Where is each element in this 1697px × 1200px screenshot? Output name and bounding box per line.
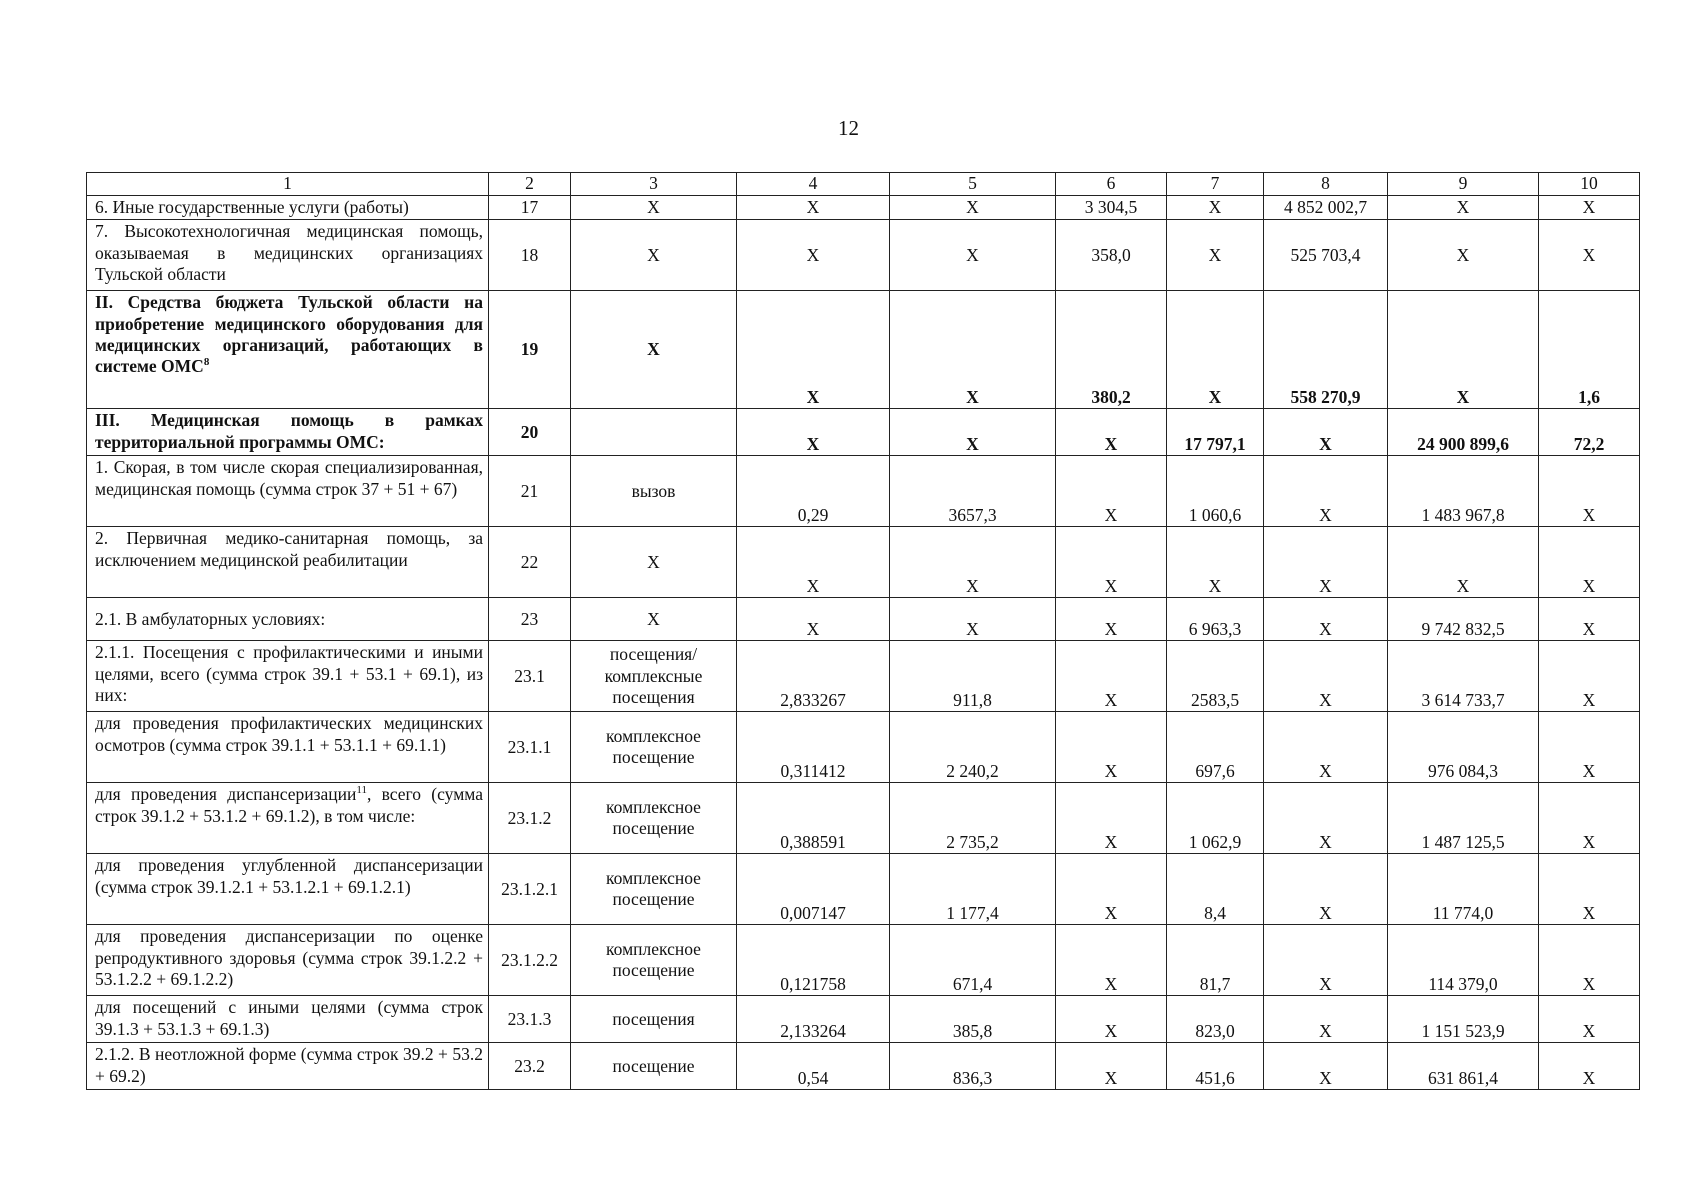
row-name-text-cont: , всего (сумма строк 39.1.2 + 53.1.2 + 69.1.2), в том числе:: [95, 784, 483, 826]
cell-col4: 2,133264: [737, 996, 890, 1043]
row-code: 19: [489, 291, 571, 409]
budget-table: [86, 172, 1640, 1090]
row-code: 23.1.1: [489, 712, 571, 783]
cell-col4: X: [737, 220, 890, 291]
row-name: [87, 783, 489, 854]
table-row: [87, 996, 1640, 1043]
cell-col4: 0,29: [737, 456, 890, 527]
footnote-ref: 8: [203, 356, 210, 369]
cell-col10: X: [1539, 1043, 1640, 1090]
cell-col7: 697,6: [1167, 712, 1264, 783]
cell-col10: X: [1539, 712, 1640, 783]
cell-col9: X: [1388, 220, 1539, 291]
row-code: 23.1: [489, 641, 571, 712]
cell-col4: X: [737, 196, 890, 220]
cell-col5: X: [890, 527, 1056, 598]
table-row: [87, 1043, 1640, 1090]
row-unit: X: [571, 291, 737, 409]
header-cell: 7: [1167, 173, 1264, 196]
cell-col7: 2583,5: [1167, 641, 1264, 712]
row-name: 2.1. В амбулаторных условиях:: [87, 598, 489, 641]
cell-col9: 24 900 899,6: [1388, 409, 1539, 456]
cell-col9: 1 151 523,9: [1388, 996, 1539, 1043]
cell-col8: X: [1264, 783, 1388, 854]
cell-col6: X: [1056, 527, 1167, 598]
table-header-row: [87, 173, 1640, 196]
table-row: [87, 527, 1640, 598]
cell-col7: 451,6: [1167, 1043, 1264, 1090]
cell-col8: 525 703,4: [1264, 220, 1388, 291]
cell-col9: 1 487 125,5: [1388, 783, 1539, 854]
cell-col10: X: [1539, 527, 1640, 598]
cell-col10: X: [1539, 598, 1640, 641]
row-code: 23.1.2: [489, 783, 571, 854]
cell-col9: 631 861,4: [1388, 1043, 1539, 1090]
cell-col8: X: [1264, 456, 1388, 527]
cell-col9: 9 742 832,5: [1388, 598, 1539, 641]
table-row: [87, 854, 1640, 925]
row-code: 23.2: [489, 1043, 571, 1090]
cell-col4: 0,121758: [737, 925, 890, 996]
cell-col6: 358,0: [1056, 220, 1167, 291]
page-number: 12: [838, 116, 859, 140]
row-code: 23.1.3: [489, 996, 571, 1043]
cell-col9: X: [1388, 291, 1539, 409]
cell-col8: X: [1264, 598, 1388, 641]
table-row: [87, 291, 1640, 409]
footnote-ref: 11: [356, 784, 367, 797]
cell-col4: X: [737, 527, 890, 598]
cell-col10: X: [1539, 220, 1640, 291]
cell-col10: X: [1539, 196, 1640, 220]
cell-col7: 6 963,3: [1167, 598, 1264, 641]
cell-col6: X: [1056, 854, 1167, 925]
row-code: 21: [489, 456, 571, 527]
row-name: 7. Высокотехнологичная медицинская помощь, оказываемая в медицинских организациях Тульской области: [87, 220, 489, 291]
cell-col9: 1 483 967,8: [1388, 456, 1539, 527]
cell-col4: 0,54: [737, 1043, 890, 1090]
cell-col7: X: [1167, 196, 1264, 220]
row-code: 20: [489, 409, 571, 456]
cell-col5: 836,3: [890, 1043, 1056, 1090]
table-row: [87, 783, 1640, 854]
row-unit: X: [571, 598, 737, 641]
table-row: [87, 641, 1640, 712]
row-code: 23: [489, 598, 571, 641]
cell-col7: 81,7: [1167, 925, 1264, 996]
cell-col10: 72,2: [1539, 409, 1640, 456]
cell-col6: X: [1056, 409, 1167, 456]
table-row: [87, 196, 1640, 220]
row-unit: посещения/комплексные посещения: [571, 641, 737, 712]
row-code: 23.1.2.2: [489, 925, 571, 996]
cell-col7: X: [1167, 527, 1264, 598]
row-name-text: для проведения диспансеризации: [95, 784, 357, 805]
cell-col9: X: [1388, 196, 1539, 220]
table-row: [87, 925, 1640, 996]
cell-col4: 0,007147: [737, 854, 890, 925]
row-unit: вызов: [571, 456, 737, 527]
cell-col8: X: [1264, 527, 1388, 598]
cell-col10: X: [1539, 925, 1640, 996]
header-cell: 10: [1539, 173, 1640, 196]
row-unit: комплексное посещение: [571, 925, 737, 996]
cell-col5: X: [890, 196, 1056, 220]
header-cell: 6: [1056, 173, 1167, 196]
cell-col10: X: [1539, 641, 1640, 712]
row-unit: посещение: [571, 1043, 737, 1090]
table-row: [87, 598, 1640, 641]
cell-col4: X: [737, 598, 890, 641]
cell-col6: X: [1056, 925, 1167, 996]
cell-col6: X: [1056, 456, 1167, 527]
row-name: для проведения профилактических медицинских осмотров (сумма строк 39.1.1 + 53.1.1 + 69.1.1): [87, 712, 489, 783]
table-row: [87, 712, 1640, 783]
row-code: 18: [489, 220, 571, 291]
cell-col7: 1 060,6: [1167, 456, 1264, 527]
cell-col6: 380,2: [1056, 291, 1167, 409]
row-name: для посещений с иными целями (сумма строк 39.1.3 + 53.1.3 + 69.1.3): [87, 996, 489, 1043]
header-cell: 4: [737, 173, 890, 196]
cell-col7: X: [1167, 220, 1264, 291]
cell-col9: 976 084,3: [1388, 712, 1539, 783]
row-name: 6. Иные государственные услуги (работы): [87, 196, 489, 220]
cell-col6: X: [1056, 783, 1167, 854]
cell-col9: X: [1388, 527, 1539, 598]
row-name: 2.1.1. Посещения с профилактическими и иными целями, всего (сумма строк 39.1 + 53.1 + 69.1), из них:: [87, 641, 489, 712]
table-row: [87, 409, 1640, 456]
cell-col6: X: [1056, 712, 1167, 783]
cell-col5: 1 177,4: [890, 854, 1056, 925]
row-code: 22: [489, 527, 571, 598]
row-name: [87, 291, 489, 409]
header-cell: 2: [489, 173, 571, 196]
row-name-text: II. Средства бюджета Тульской области на приобретение медицинского оборудования для медицинских организаций, работающих в системе ОМС: [95, 292, 483, 377]
cell-col9: 11 774,0: [1388, 854, 1539, 925]
row-name: для проведения диспансеризации по оценке репродуктивного здоровья (сумма строк 39.1.2.2 + 53.1.2.2 + 69.1.2.2): [87, 925, 489, 996]
row-unit: X: [571, 527, 737, 598]
cell-col8: X: [1264, 854, 1388, 925]
cell-col5: 2 735,2: [890, 783, 1056, 854]
cell-col7: 8,4: [1167, 854, 1264, 925]
cell-col5: X: [890, 291, 1056, 409]
row-unit: посещения: [571, 996, 737, 1043]
row-name: III. Медицинская помощь в рамках территориальной программы ОМС:: [87, 409, 489, 456]
row-unit: [571, 409, 737, 456]
cell-col7: 1 062,9: [1167, 783, 1264, 854]
cell-col8: X: [1264, 712, 1388, 783]
cell-col7: 823,0: [1167, 996, 1264, 1043]
header-cell: 3: [571, 173, 737, 196]
row-name: для проведения углубленной диспансеризации (сумма строк 39.1.2.1 + 53.1.2.1 + 69.1.2.1): [87, 854, 489, 925]
row-unit: X: [571, 220, 737, 291]
cell-col6: X: [1056, 598, 1167, 641]
cell-col10: X: [1539, 854, 1640, 925]
header-cell: 8: [1264, 173, 1388, 196]
cell-col5: 3657,3: [890, 456, 1056, 527]
cell-col8: 4 852 002,7: [1264, 196, 1388, 220]
cell-col6: X: [1056, 641, 1167, 712]
cell-col4: X: [737, 291, 890, 409]
cell-col4: 0,388591: [737, 783, 890, 854]
cell-col7: 17 797,1: [1167, 409, 1264, 456]
cell-col5: X: [890, 598, 1056, 641]
table-row: [87, 220, 1640, 291]
cell-col5: 671,4: [890, 925, 1056, 996]
row-unit: комплексное посещение: [571, 854, 737, 925]
cell-col10: 1,6: [1539, 291, 1640, 409]
cell-col9: 114 379,0: [1388, 925, 1539, 996]
cell-col7: X: [1167, 291, 1264, 409]
table-row: [87, 456, 1640, 527]
cell-col8: X: [1264, 1043, 1388, 1090]
row-name: 2. Первичная медико-санитарная помощь, за исключением медицинской реабилитации: [87, 527, 489, 598]
cell-col8: X: [1264, 641, 1388, 712]
row-unit: X: [571, 196, 737, 220]
cell-col5: 385,8: [890, 996, 1056, 1043]
cell-col8: X: [1264, 996, 1388, 1043]
row-code: 17: [489, 196, 571, 220]
cell-col5: 911,8: [890, 641, 1056, 712]
cell-col4: X: [737, 409, 890, 456]
cell-col5: 2 240,2: [890, 712, 1056, 783]
cell-col5: X: [890, 409, 1056, 456]
cell-col10: X: [1539, 996, 1640, 1043]
cell-col4: 0,311412: [737, 712, 890, 783]
cell-col6: X: [1056, 996, 1167, 1043]
row-unit: комплексное посещение: [571, 783, 737, 854]
header-cell: 1: [87, 173, 489, 196]
cell-col10: X: [1539, 783, 1640, 854]
cell-col6: X: [1056, 1043, 1167, 1090]
cell-col5: X: [890, 220, 1056, 291]
cell-col10: X: [1539, 456, 1640, 527]
header-cell: 9: [1388, 173, 1539, 196]
row-name: 2.1.2. В неотложной форме (сумма строк 39.2 + 53.2 + 69.2): [87, 1043, 489, 1090]
cell-col8: X: [1264, 925, 1388, 996]
row-name: 1. Скорая, в том числе скорая специализированная, медицинская помощь (сумма строк 37 + 51 + 67): [87, 456, 489, 527]
cell-col6: 3 304,5: [1056, 196, 1167, 220]
row-unit: комплексное посещение: [571, 712, 737, 783]
cell-col4: 2,833267: [737, 641, 890, 712]
cell-col8: 558 270,9: [1264, 291, 1388, 409]
row-code: 23.1.2.1: [489, 854, 571, 925]
header-cell: 5: [890, 173, 1056, 196]
cell-col8: X: [1264, 409, 1388, 456]
cell-col9: 3 614 733,7: [1388, 641, 1539, 712]
